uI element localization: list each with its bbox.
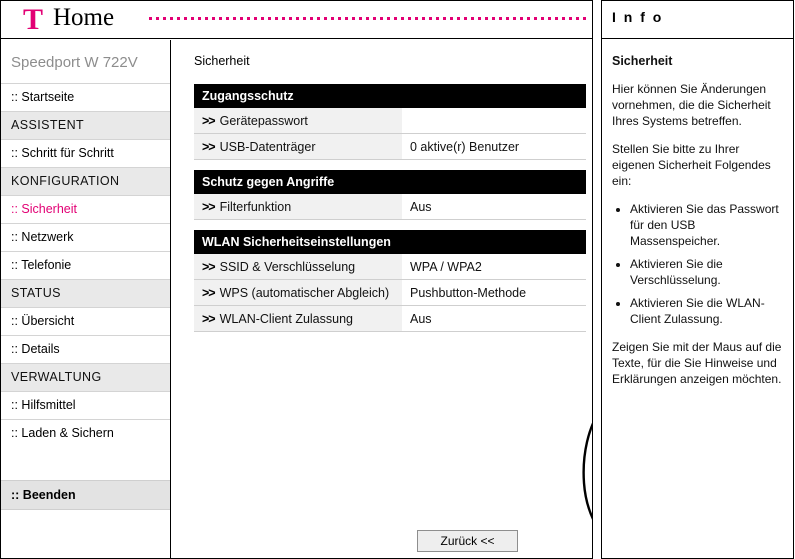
page-title: Home	[53, 4, 115, 31]
sidebar-item-schritt-fuer-schritt[interactable]: :: Schritt für Schritt	[1, 139, 170, 167]
row-label-text: WLAN-Client Zulassung	[219, 311, 353, 326]
content-heading: Sicherheit	[194, 54, 250, 68]
group-header-schutz-gegen-angriffe: Schutz gegen Angriffe	[194, 170, 586, 194]
info-paragraph-2: Stellen Sie bitte zu Ihrer eigenen Sicherheit Folgendes ein:	[612, 142, 771, 188]
table-row[interactable]	[194, 194, 586, 220]
row-label-text: WPS (automatischer Abgleich)	[219, 285, 390, 300]
list-item: • Aktivieren Sie das Passwort für den USB Massenspeicher.	[630, 201, 783, 249]
chevron-right-icon: >>	[202, 311, 215, 326]
chevron-right-icon: >>	[202, 259, 215, 274]
sidebar-item-details[interactable]: :: Details	[1, 335, 170, 363]
sidebar-section-verwaltung: VERWALTUNG	[1, 363, 170, 391]
back-button[interactable]: Zurück <<	[417, 530, 517, 552]
group-header-zugangsschutz: Zugangsschutz	[194, 84, 586, 108]
sidebar-item-hilfsmittel[interactable]: :: Hilfsmittel	[1, 391, 170, 419]
sidebar	[1, 40, 171, 558]
group-wlan-sicherheitseinstellungen	[194, 230, 586, 332]
row-label-usb-datentraeger[interactable]	[194, 134, 402, 159]
page-header	[1, 1, 592, 39]
sidebar-item-telefonie[interactable]: :: Telefonie	[1, 251, 170, 279]
info-panel-header	[602, 1, 793, 39]
group-zugangsschutz	[194, 84, 586, 160]
row-value: WPA / WPA2	[410, 259, 482, 274]
sidebar-item-startseite[interactable]: :: Startseite	[1, 83, 170, 111]
info-panel-title: I n f o	[612, 9, 664, 25]
row-label-wps[interactable]	[194, 280, 402, 305]
sidebar-section-konfiguration: KONFIGURATION	[1, 167, 170, 195]
sidebar-item-laden-und-sichern[interactable]: :: Laden & Sichern	[1, 419, 170, 447]
table-row[interactable]	[194, 306, 586, 332]
footer-bar	[343, 530, 592, 552]
row-label-text: Filterfunktion	[219, 199, 292, 214]
sidebar-item-sicherheit[interactable]: :: Sicherheit	[1, 195, 170, 223]
row-value	[402, 116, 586, 126]
sidebar-item-netzwerk[interactable]: :: Netzwerk	[1, 223, 170, 251]
group-schutz-gegen-angriffe	[194, 170, 586, 220]
info-bullet-list	[612, 201, 783, 327]
magenta-dotted-divider	[149, 17, 586, 20]
group-header-wlan-sicherheitseinstellungen: WLAN Sicherheitseinstellungen	[194, 230, 586, 254]
info-paragraph-3: Zeigen Sie mit der Maus auf die Texte, für die Sie Hinweise und Erklärungen anzeigen möchten.	[612, 340, 782, 386]
table-row[interactable]	[194, 280, 586, 306]
row-label-filterfunktion[interactable]	[194, 194, 402, 219]
sidebar-section-assistent: ASSISTENT	[1, 111, 170, 139]
list-item: • Aktivieren Sie die WLAN-Client Zulassung.	[630, 295, 783, 327]
info-paragraph-1: Hier können Sie Änderungen vornehmen, die die Sicherheit Ihres Systems betreffen.	[612, 82, 771, 128]
row-value: Aus	[410, 311, 432, 326]
row-value: Aus	[410, 199, 432, 214]
table-row[interactable]	[194, 254, 586, 280]
row-label-ssid-verschluesselung[interactable]	[194, 254, 402, 279]
row-value: 0 aktive(r) Benutzer	[410, 139, 520, 154]
chevron-right-icon: >>	[202, 113, 215, 128]
row-label-geraetepasswort[interactable]	[194, 108, 402, 133]
info-panel	[601, 0, 794, 559]
row-label-text: SSID & Verschlüsselung	[219, 259, 356, 274]
sidebar-item-beenden[interactable]: :: Beenden	[1, 480, 170, 510]
device-model-label: Speedport W 722V	[11, 54, 138, 71]
table-row[interactable]	[194, 108, 586, 134]
chevron-right-icon: >>	[202, 285, 215, 300]
row-value: Pushbutton-Methode	[410, 285, 527, 300]
telekom-logo-icon: T	[23, 3, 43, 36]
list-item: • Aktivieren Sie die Verschlüsselung.	[630, 256, 783, 288]
content-area	[172, 40, 592, 558]
chevron-right-icon: >>	[202, 199, 215, 214]
info-heading: Sicherheit	[612, 54, 673, 68]
row-label-text: Gerätepasswort	[219, 113, 308, 128]
table-row[interactable]	[194, 134, 586, 160]
info-panel-body	[602, 39, 793, 387]
sidebar-item-uebersicht[interactable]: :: Übersicht	[1, 307, 170, 335]
chevron-right-icon: >>	[202, 139, 215, 154]
row-label-wlan-client-zulassung[interactable]	[194, 306, 402, 331]
row-label-text: USB-Datenträger	[219, 139, 316, 154]
sidebar-section-status: STATUS	[1, 279, 170, 307]
